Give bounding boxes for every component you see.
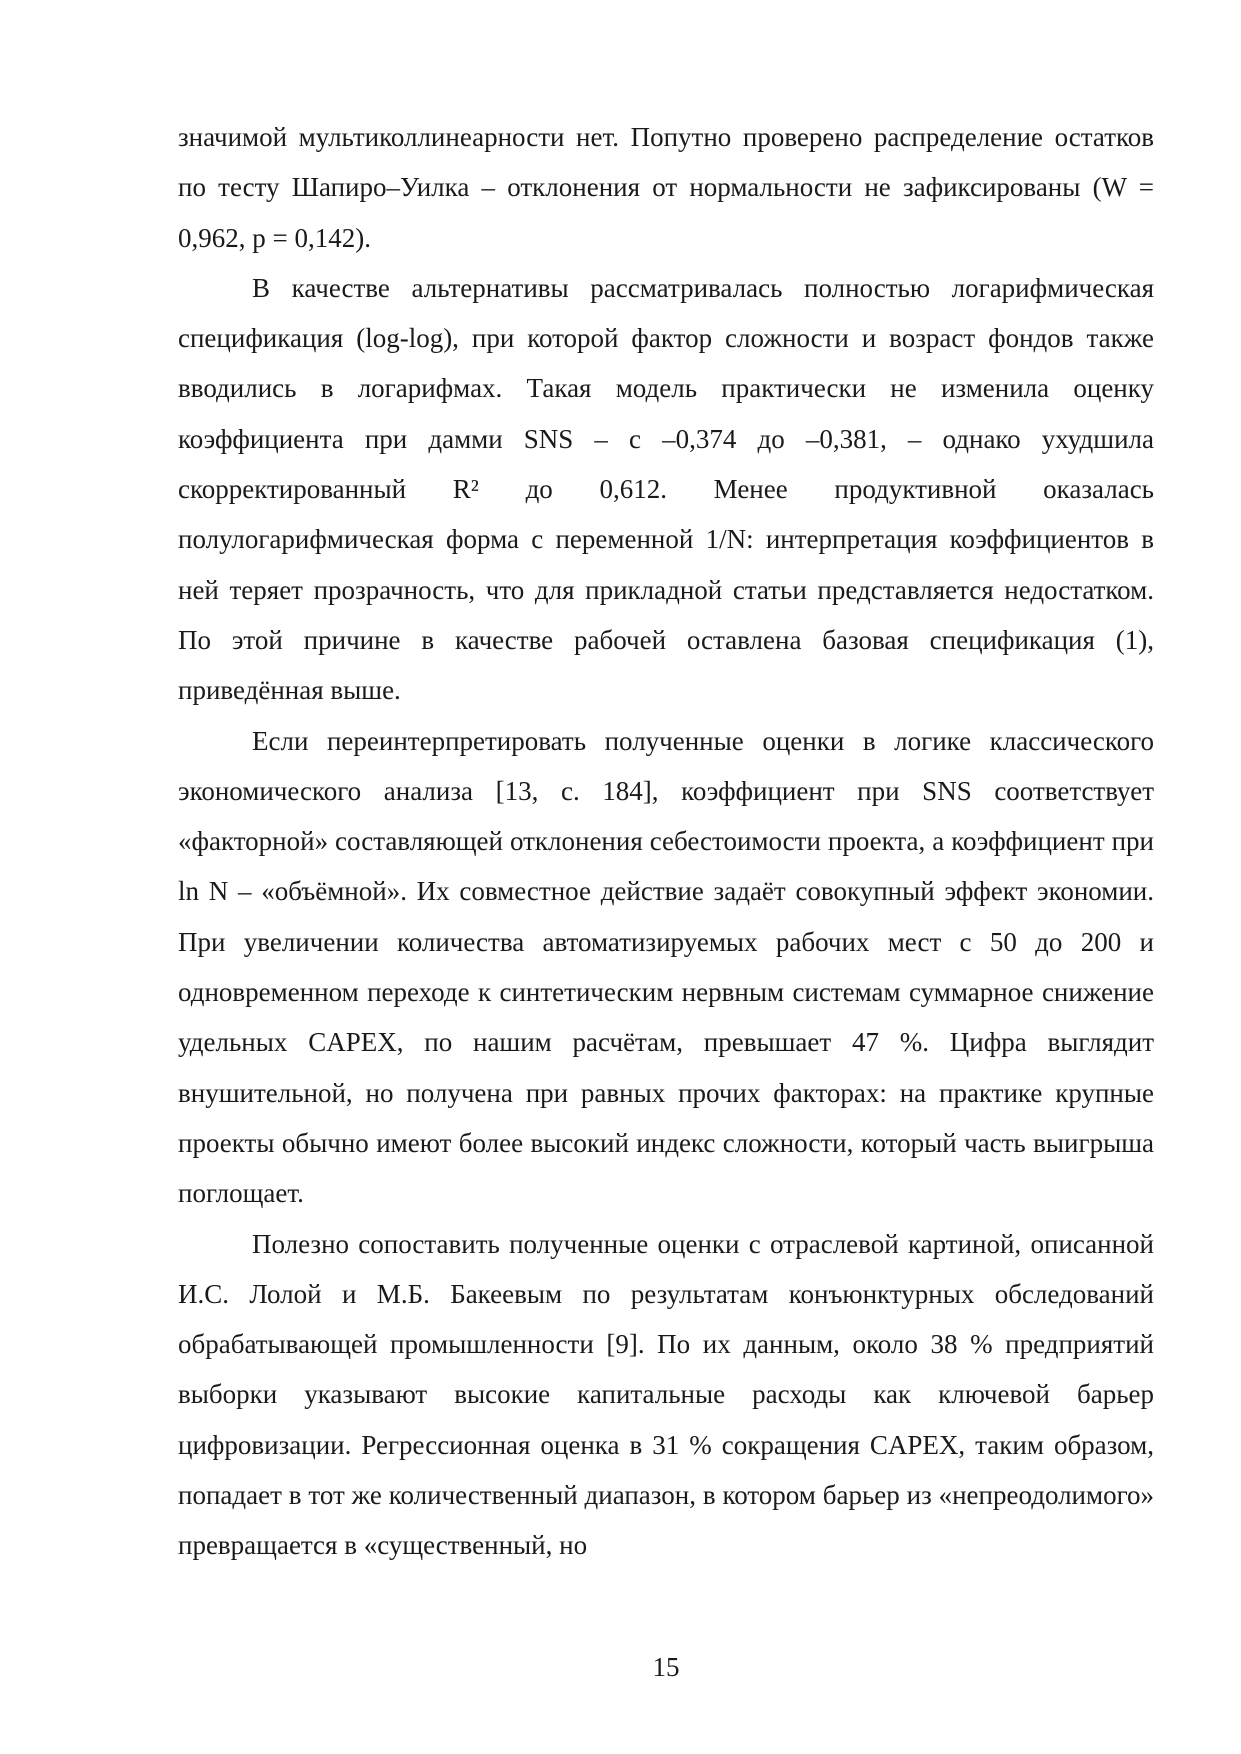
paragraph-1: значимой мультиколлинеарности нет. Попутно проверено распределение остатков по тесту Шапиро–Уилка – отклонения от нормальности не зафиксированы (W = 0,962, p = 0,142). [178,122,1154,253]
paragraph-4: Полезно сопоставить полученные оценки с отраслевой картиной, описанной И.С. Лолой и М.Б. Бакеевым по результатам конъюнктурных обследований обрабатывающей промышленности [9]. По их данным, около 38 % предприятий выборки указывают высокие капитальные расходы как ключевой барьер цифровизации. Регрессионная оценка в 31 % сокращения CAPEX, таким образом, попадает в тот же количественный диапазон, в котором барьер из «непреодолимого» превращается в «существенный, но [178,1228,1154,1561]
paragraph-3: Если переинтерпретировать полученные оценки в логике классического экономического анализа [13, с. 184], коэффициент при SNS соответствует «факторной» составляющей отклонения себестоимости проекта, а коэффициент при ln N – «объёмной». Их совместное действие задаёт совокупный эффект экономии. При увеличении количества автоматизируемых рабочих мест с 50 до 200 и одновременном переходе к синтетическим нервным системам суммарное снижение удельных CAPEX, по нашим расчётам, превышает 47 %. Цифра выглядит внушительной, но получена при равных прочих факторах: на практике крупные проекты обычно имеют более высокий индекс сложности, который часть выигрыша поглощает. [178,725,1154,1209]
page-body [178,112,1154,1571]
page-number: 15 [652,1652,680,1682]
paragraph-2: В качестве альтернативы рассматривалась полностью логарифмическая спецификация (log-log), при которой фактор сложности и возраст фондов также вводились в логарифмах. Такая модель практически не изменила оценку коэффициента при дамми SNS – с –0,374 до –0,381, – однако ухудшила скорректированный R² до 0,612. Менее продуктивной оказалась полулогарифмическая форма с переменной 1/N: интерпретация коэффициентов в ней теряет прозрачность, что для прикладной статьи представляется недостатком. По этой причине в качестве рабочей оставлена базовая спецификация (1), приведённая выше. [178,272,1154,706]
